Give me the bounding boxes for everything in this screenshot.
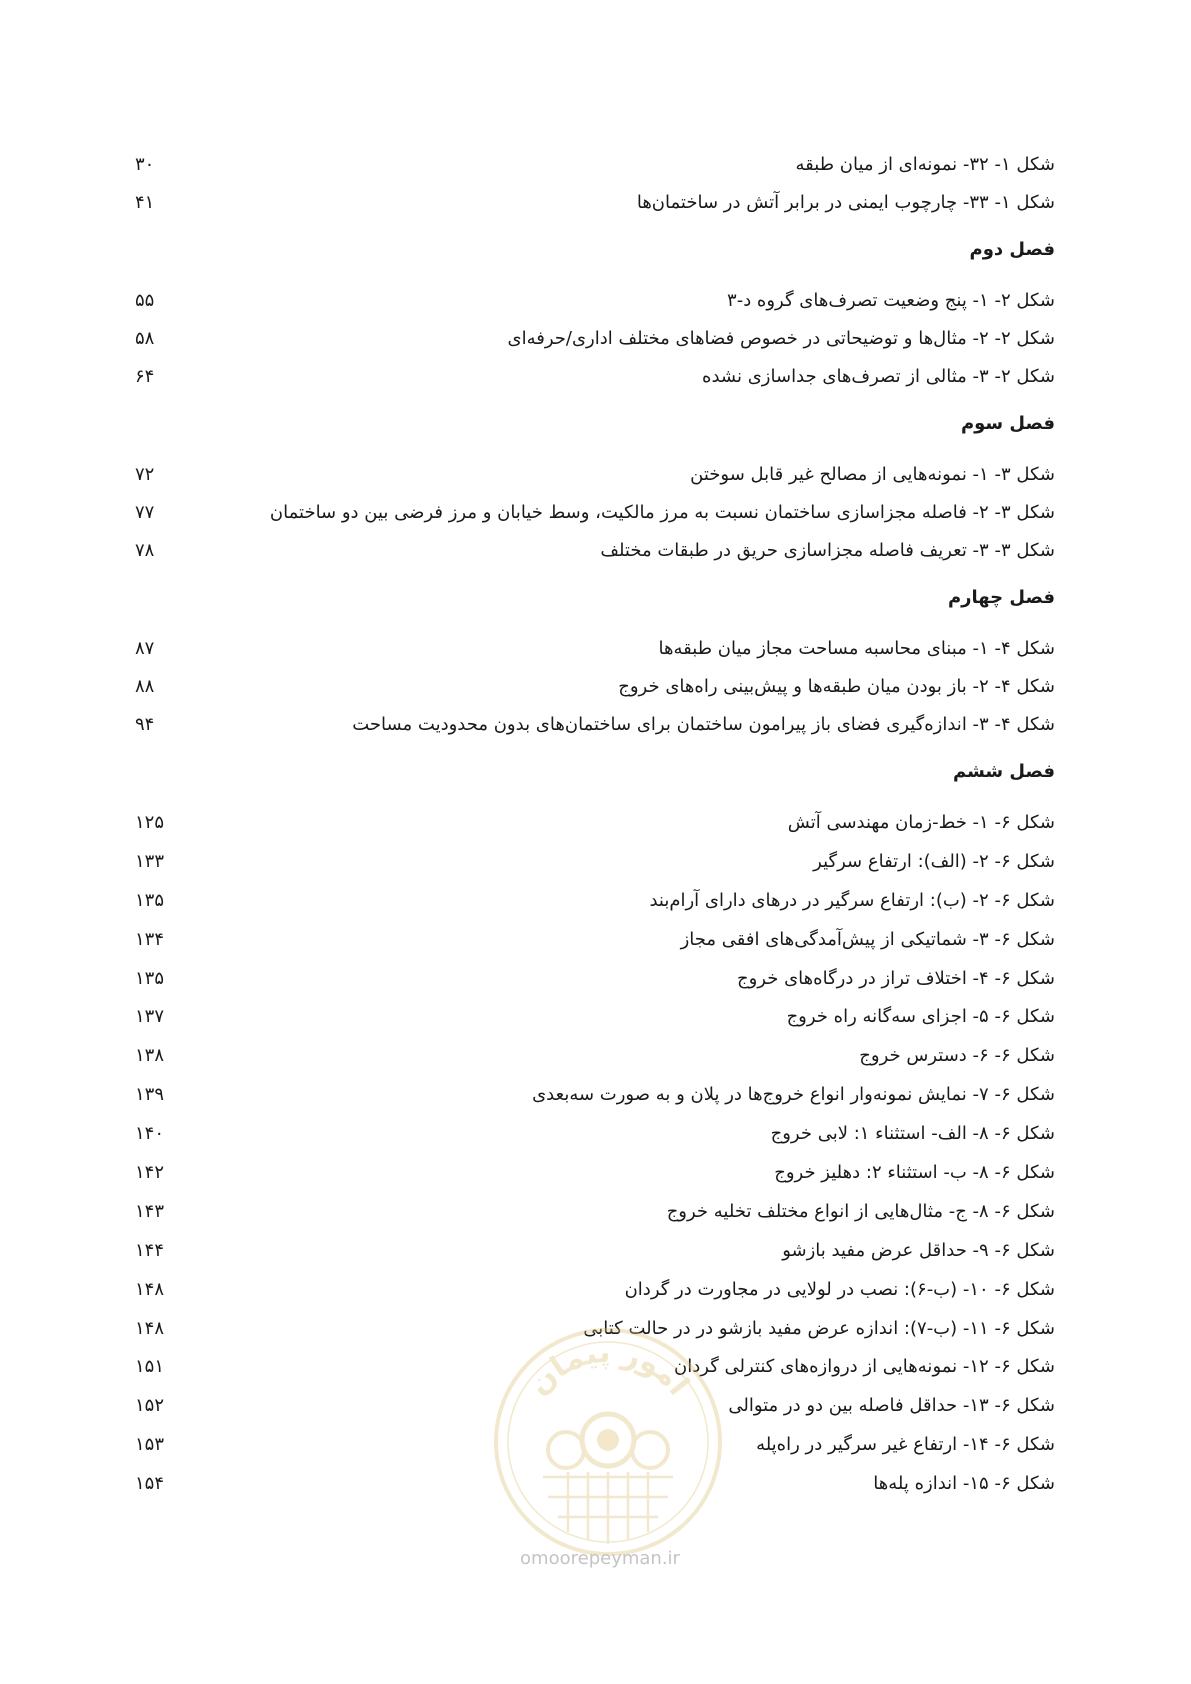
toc-entry[interactable] <box>135 1271 1055 1310</box>
entry-title: شکل ۶- ۹- حداقل عرض مفید بازشو <box>782 1239 1055 1261</box>
toc-entry[interactable] <box>135 668 1055 706</box>
section-chapter-3 <box>135 410 1055 570</box>
entry-title: شکل ۶- ۱۴- ارتفاع غیر سرگیر در راه‌پله <box>756 1434 1055 1456</box>
entry-title: شکل ۴- ۲- باز بودن میان طبقه‌ها و پیش‌بینی راه‌های خروج <box>618 676 1055 697</box>
toc-entry[interactable] <box>135 146 1055 184</box>
entry-page-number: ۱۴۸ <box>135 1278 165 1300</box>
entry-title: شکل ۲- ۱- پنج وضعیت تصرف‌های گروه د-۳ <box>727 290 1055 311</box>
entry-page-number: ۸۷ <box>135 638 155 659</box>
entry-title: شکل ۶- ۱۰- (ب-۶): نصب در لولایی در مجاورت در گردان <box>624 1278 1055 1300</box>
toc-entry[interactable] <box>135 1193 1055 1232</box>
entry-page-number: ۷۲ <box>135 464 155 485</box>
entry-title: شکل ۶- ۸- الف- استثناء ۱: لابی خروج <box>770 1123 1055 1145</box>
entry-page-number: ۸۸ <box>135 676 155 697</box>
chapter-heading: فصل سوم <box>960 413 1055 434</box>
toc-entry[interactable] <box>135 1037 1055 1076</box>
entry-page-number: ۳۰ <box>135 154 155 175</box>
entry-title: شکل ۶- ۴- اختلاف تراز در درگاه‌های خروج <box>737 967 1055 989</box>
entry-title: شکل ۶- ۱۲- نمونه‌هایی از دروازه‌های کنترلی گردان <box>674 1356 1055 1378</box>
entry-title: شکل ۶- ۳- شماتیکی از پیش‌آمدگی‌های افقی مجاز <box>680 928 1055 950</box>
entry-page-number: ۱۳۵ <box>135 889 165 911</box>
entry-title: شکل ۶- ۸- ج- مثال‌هایی از انواع مختلف تخلیه خروج <box>666 1200 1055 1222</box>
toc-entry[interactable] <box>135 706 1055 744</box>
section-chapter-4 <box>135 584 1055 744</box>
chapter-heading: فصل چهارم <box>947 587 1055 608</box>
entry-title: شکل ۶- ۷- نمایش نمونه‌وار انواع خروج‌ها در پلان و به صورت سه‌بعدی <box>532 1084 1055 1106</box>
watermark-url: omoorepeyman.ir <box>520 1548 680 1569</box>
toc-entry[interactable] <box>135 882 1055 921</box>
entry-title: شکل ۴- ۳- اندازه‌گیری فضای باز پیرامون ساختمان برای ساختمان‌های بدون محدودیت مساحت <box>352 714 1055 735</box>
entry-page-number: ۴۱ <box>135 192 155 213</box>
chapter-heading: فصل ششم <box>953 761 1055 782</box>
entry-title: شکل ۶- ۱۵- اندازه پله‌ها <box>873 1473 1055 1495</box>
entry-page-number: ۱۴۰ <box>135 1123 165 1145</box>
entry-title: شکل ۶- ۱- خط-زمان مهندسی آتش <box>787 812 1055 833</box>
toc-entry[interactable] <box>135 843 1055 882</box>
entry-title: شکل ۶- ۱۱- (ب-۷): اندازه عرض مفید بازشو در در حالت کتابی <box>583 1317 1055 1339</box>
entry-title: شکل ۱- ۳۲- نمونه‌ای از میان طبقه <box>795 154 1055 175</box>
toc-entry[interactable] <box>135 630 1055 668</box>
entry-page-number: ۱۴۴ <box>135 1239 165 1261</box>
figure-list <box>135 146 1055 1504</box>
toc-entry[interactable] <box>135 1154 1055 1193</box>
entry-title: شکل ۳- ۳- تعریف فاصله مجزاسازی حریق در طبقات مختلف <box>600 540 1055 561</box>
entry-page-number: ۱۵۴ <box>135 1473 165 1495</box>
toc-entry[interactable] <box>135 456 1055 494</box>
toc-entry[interactable] <box>135 1076 1055 1115</box>
entry-title: شکل ۴- ۱- مبنای محاسبه مساحت مجاز میان طبقه‌ها <box>658 638 1055 659</box>
section-chapter-1 <box>135 146 1055 222</box>
entry-page-number: ۱۳۳ <box>135 850 165 872</box>
toc-entry[interactable] <box>135 494 1055 532</box>
seal-arc-text: امور پیمان <box>521 1334 696 1402</box>
entry-title: شکل ۶- ۵- اجزای سه‌گانه راه خروج <box>786 1006 1055 1028</box>
svg-text:امور پیمان <box>521 1335 695 1402</box>
toc-entry[interactable] <box>135 804 1055 843</box>
toc-entry[interactable] <box>135 184 1055 222</box>
entry-page-number: ۱۲۵ <box>135 812 165 833</box>
entry-title: شکل ۶- ۲- (ب): ارتفاع سرگیر در درهای دارای آرام‌بند <box>649 889 1055 911</box>
toc-entry[interactable] <box>135 358 1055 396</box>
toc-entry[interactable] <box>135 998 1055 1037</box>
section-chapter-2 <box>135 236 1055 396</box>
toc-entry[interactable] <box>135 532 1055 570</box>
chapter-heading: فصل دوم <box>969 239 1055 260</box>
entry-title: شکل ۶- ۱۳- حداقل فاصله بین دو در متوالی <box>728 1395 1055 1417</box>
toc-entry[interactable] <box>135 921 1055 960</box>
entry-page-number: ۱۳۸ <box>135 1045 165 1067</box>
publisher-seal-watermark <box>488 1322 728 1562</box>
entry-page-number: ۱۴۲ <box>135 1162 165 1184</box>
entry-title: شکل ۶- ۸- ب- استثناء ۲: دهلیز خروج <box>774 1162 1055 1184</box>
entry-page-number: ۷۷ <box>135 502 155 523</box>
entry-title: شکل ۲- ۲- مثال‌ها و توضیحاتی در خصوص فضاهای مختلف اداری/حرفه‌ای <box>507 328 1055 349</box>
entry-title: شکل ۱- ۳۳- چارچوب ایمنی در برابر آتش در ساختمان‌ها <box>636 192 1055 213</box>
entry-page-number: ۱۵۲ <box>135 1395 165 1417</box>
entry-page-number: ۹۴ <box>135 714 155 735</box>
entry-title: شکل ۶- ۲- (الف): ارتفاع سرگیر <box>813 850 1055 872</box>
entry-title: شکل ۲- ۳- مثالی از تصرف‌های جداسازی نشده <box>702 366 1055 387</box>
toc-entry[interactable] <box>135 320 1055 358</box>
toc-entry[interactable] <box>135 960 1055 999</box>
toc-entry[interactable] <box>135 282 1055 320</box>
entry-title: شکل ۳- ۱- نمونه‌هایی از مصالح غیر قابل سوختن <box>690 464 1055 485</box>
entry-page-number: ۱۵۱ <box>135 1356 165 1378</box>
entry-page-number: ۵۸ <box>135 328 155 349</box>
toc-entry[interactable] <box>135 1115 1055 1154</box>
entry-page-number: ۱۴۸ <box>135 1317 165 1339</box>
entry-page-number: ۱۳۷ <box>135 1006 165 1028</box>
toc-entry[interactable] <box>135 1232 1055 1271</box>
entry-page-number: ۱۳۹ <box>135 1084 165 1106</box>
entry-page-number: ۱۳۴ <box>135 928 165 950</box>
entry-page-number: ۱۵۳ <box>135 1434 165 1456</box>
entry-page-number: ۱۳۵ <box>135 967 165 989</box>
entry-title: شکل ۶- ۶- دسترس خروج <box>859 1045 1055 1067</box>
entry-page-number: ۷۸ <box>135 540 155 561</box>
entry-page-number: ۱۴۳ <box>135 1200 165 1222</box>
entry-page-number: ۵۵ <box>135 290 155 311</box>
entry-page-number: ۶۴ <box>135 366 155 387</box>
entry-title: شکل ۳- ۲- فاصله مجزاسازی ساختمان نسبت به مرز مالکیت، وسط خیابان و مرز فرضی بین دو ساختمان <box>269 502 1055 523</box>
